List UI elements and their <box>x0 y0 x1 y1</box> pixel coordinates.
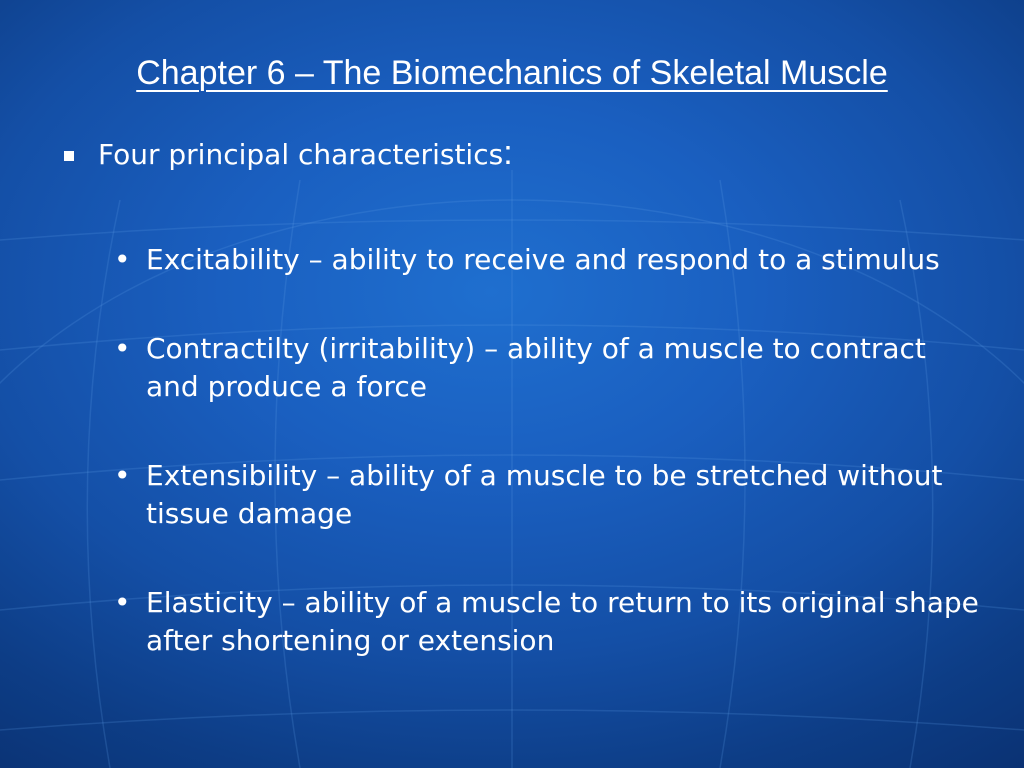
square-bullet-icon <box>64 151 74 161</box>
list-item-text: Elasticity – ability of a muscle to return to its original shape after shortening or extension <box>146 586 979 657</box>
characteristics-list <box>114 241 994 711</box>
main-bullet-colon: : <box>503 134 513 172</box>
bullet-dot-icon: • <box>114 243 131 276</box>
slide-title: Chapter 6 – The Biomechanics of Skeletal Muscle <box>136 54 888 92</box>
list-item <box>114 584 994 660</box>
list-item-text: Extensibility – ability of a muscle to be stretched without tissue damage <box>146 459 943 530</box>
main-bullet-text <box>98 134 513 174</box>
list-item <box>114 330 994 406</box>
list-item <box>114 457 994 533</box>
list-item-text: Excitability – ability to receive and respond to a stimulus <box>146 243 940 276</box>
bullet-dot-icon: • <box>114 332 131 365</box>
list-item <box>114 241 994 279</box>
list-item-text: Contractilty (irritability) – ability of a muscle to contract and produce a force <box>146 332 926 403</box>
main-bullet-label: Four principal characteristics <box>98 138 504 171</box>
main-bullet <box>64 134 964 174</box>
bullet-dot-icon: • <box>114 459 131 492</box>
bullet-dot-icon: • <box>114 586 131 619</box>
